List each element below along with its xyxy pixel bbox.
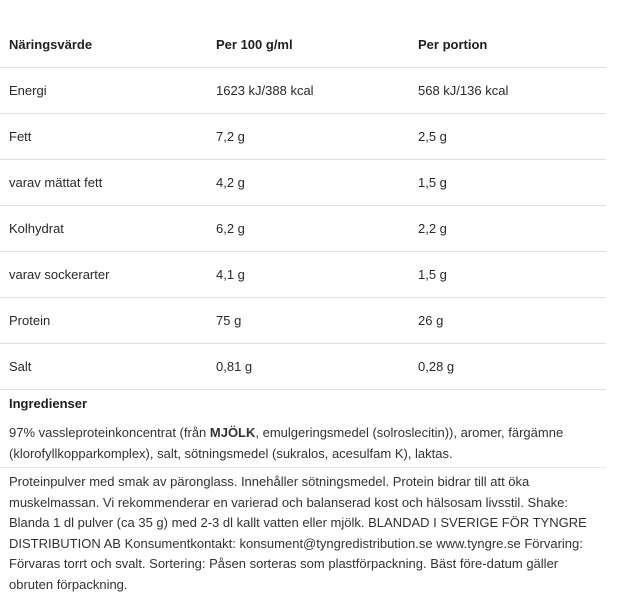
nutrient-name: Salt: [0, 344, 207, 390]
table-row: [0, 68, 606, 114]
header-per-100: Per 100 g/ml: [207, 22, 409, 68]
table-header-row: [0, 22, 606, 68]
nutrient-name: Kolhydrat: [0, 206, 207, 252]
value-per-portion: 568 kJ/136 kcal: [409, 68, 606, 114]
nutrient-name: Fett: [0, 114, 207, 160]
value-per-100: 75 g: [207, 298, 409, 344]
table-row: [0, 206, 606, 252]
nutrient-name: varav sockerarter: [0, 252, 207, 298]
table-row: [0, 160, 606, 206]
value-per-100: 7,2 g: [207, 114, 409, 160]
table-row: [0, 344, 606, 390]
value-per-100: 0,81 g: [207, 344, 409, 390]
nutrient-name: Energi: [0, 68, 207, 114]
nutrient-name: varav mättat fett: [0, 160, 207, 206]
table-row: [0, 298, 606, 344]
ingredients-text-end: , emulgeringsmedel (solroslecitin)), aromer, färgämne (klorofyllkopparkomplex), salt, sötningsmedel (sukralos, acesulfam K), laktas.: [9, 425, 564, 461]
header-nutrient: Näringsvärde: [0, 22, 207, 68]
value-per-100: 1623 kJ/388 kcal: [207, 68, 409, 114]
ingredients-text: [9, 423, 599, 464]
nutrition-table: [0, 22, 606, 390]
section-divider: [0, 467, 606, 468]
ingredients-text-start: 97% vassleproteinkoncentrat (från: [9, 425, 210, 440]
ingredients-heading: Ingredienser: [9, 396, 88, 411]
header-per-portion: Per portion: [409, 22, 606, 68]
table-row: [0, 252, 606, 298]
value-per-portion: 1,5 g: [409, 160, 606, 206]
value-per-portion: 26 g: [409, 298, 606, 344]
value-per-portion: 2,5 g: [409, 114, 606, 160]
table-row: [0, 114, 606, 160]
value-per-100: 4,2 g: [207, 160, 409, 206]
value-per-portion: 0,28 g: [409, 344, 606, 390]
nutrient-name: Protein: [0, 298, 207, 344]
value-per-portion: 2,2 g: [409, 206, 606, 252]
product-description: Proteinpulver med smak av päronglass. Innehåller sötningsmedel. Protein bidrar till att öka muskelmassan. Vi rekommenderar en varierad och balanserad kost och hälsosam livsstil. Shake: Blanda 1 dl pulver (ca 35 g) med 2-3 dl kallt vatten eller mjölk. BLANDAD I SVERIGE FÖR TYNGRE DISTRIBUTION AB Konsumentkontakt: konsument@tyngredistribution.se www.tyngre.se Förvaring: Förvaras torrt och svalt. Sortering: Påsen sorteras som plastförpackning. Bäst före-datum gäller obruten förpackning.: [9, 474, 587, 592]
allergen-highlight: MJÖLK: [209, 425, 256, 440]
value-per-portion: 1,5 g: [409, 252, 606, 298]
value-per-100: 4,1 g: [207, 252, 409, 298]
value-per-100: 6,2 g: [207, 206, 409, 252]
